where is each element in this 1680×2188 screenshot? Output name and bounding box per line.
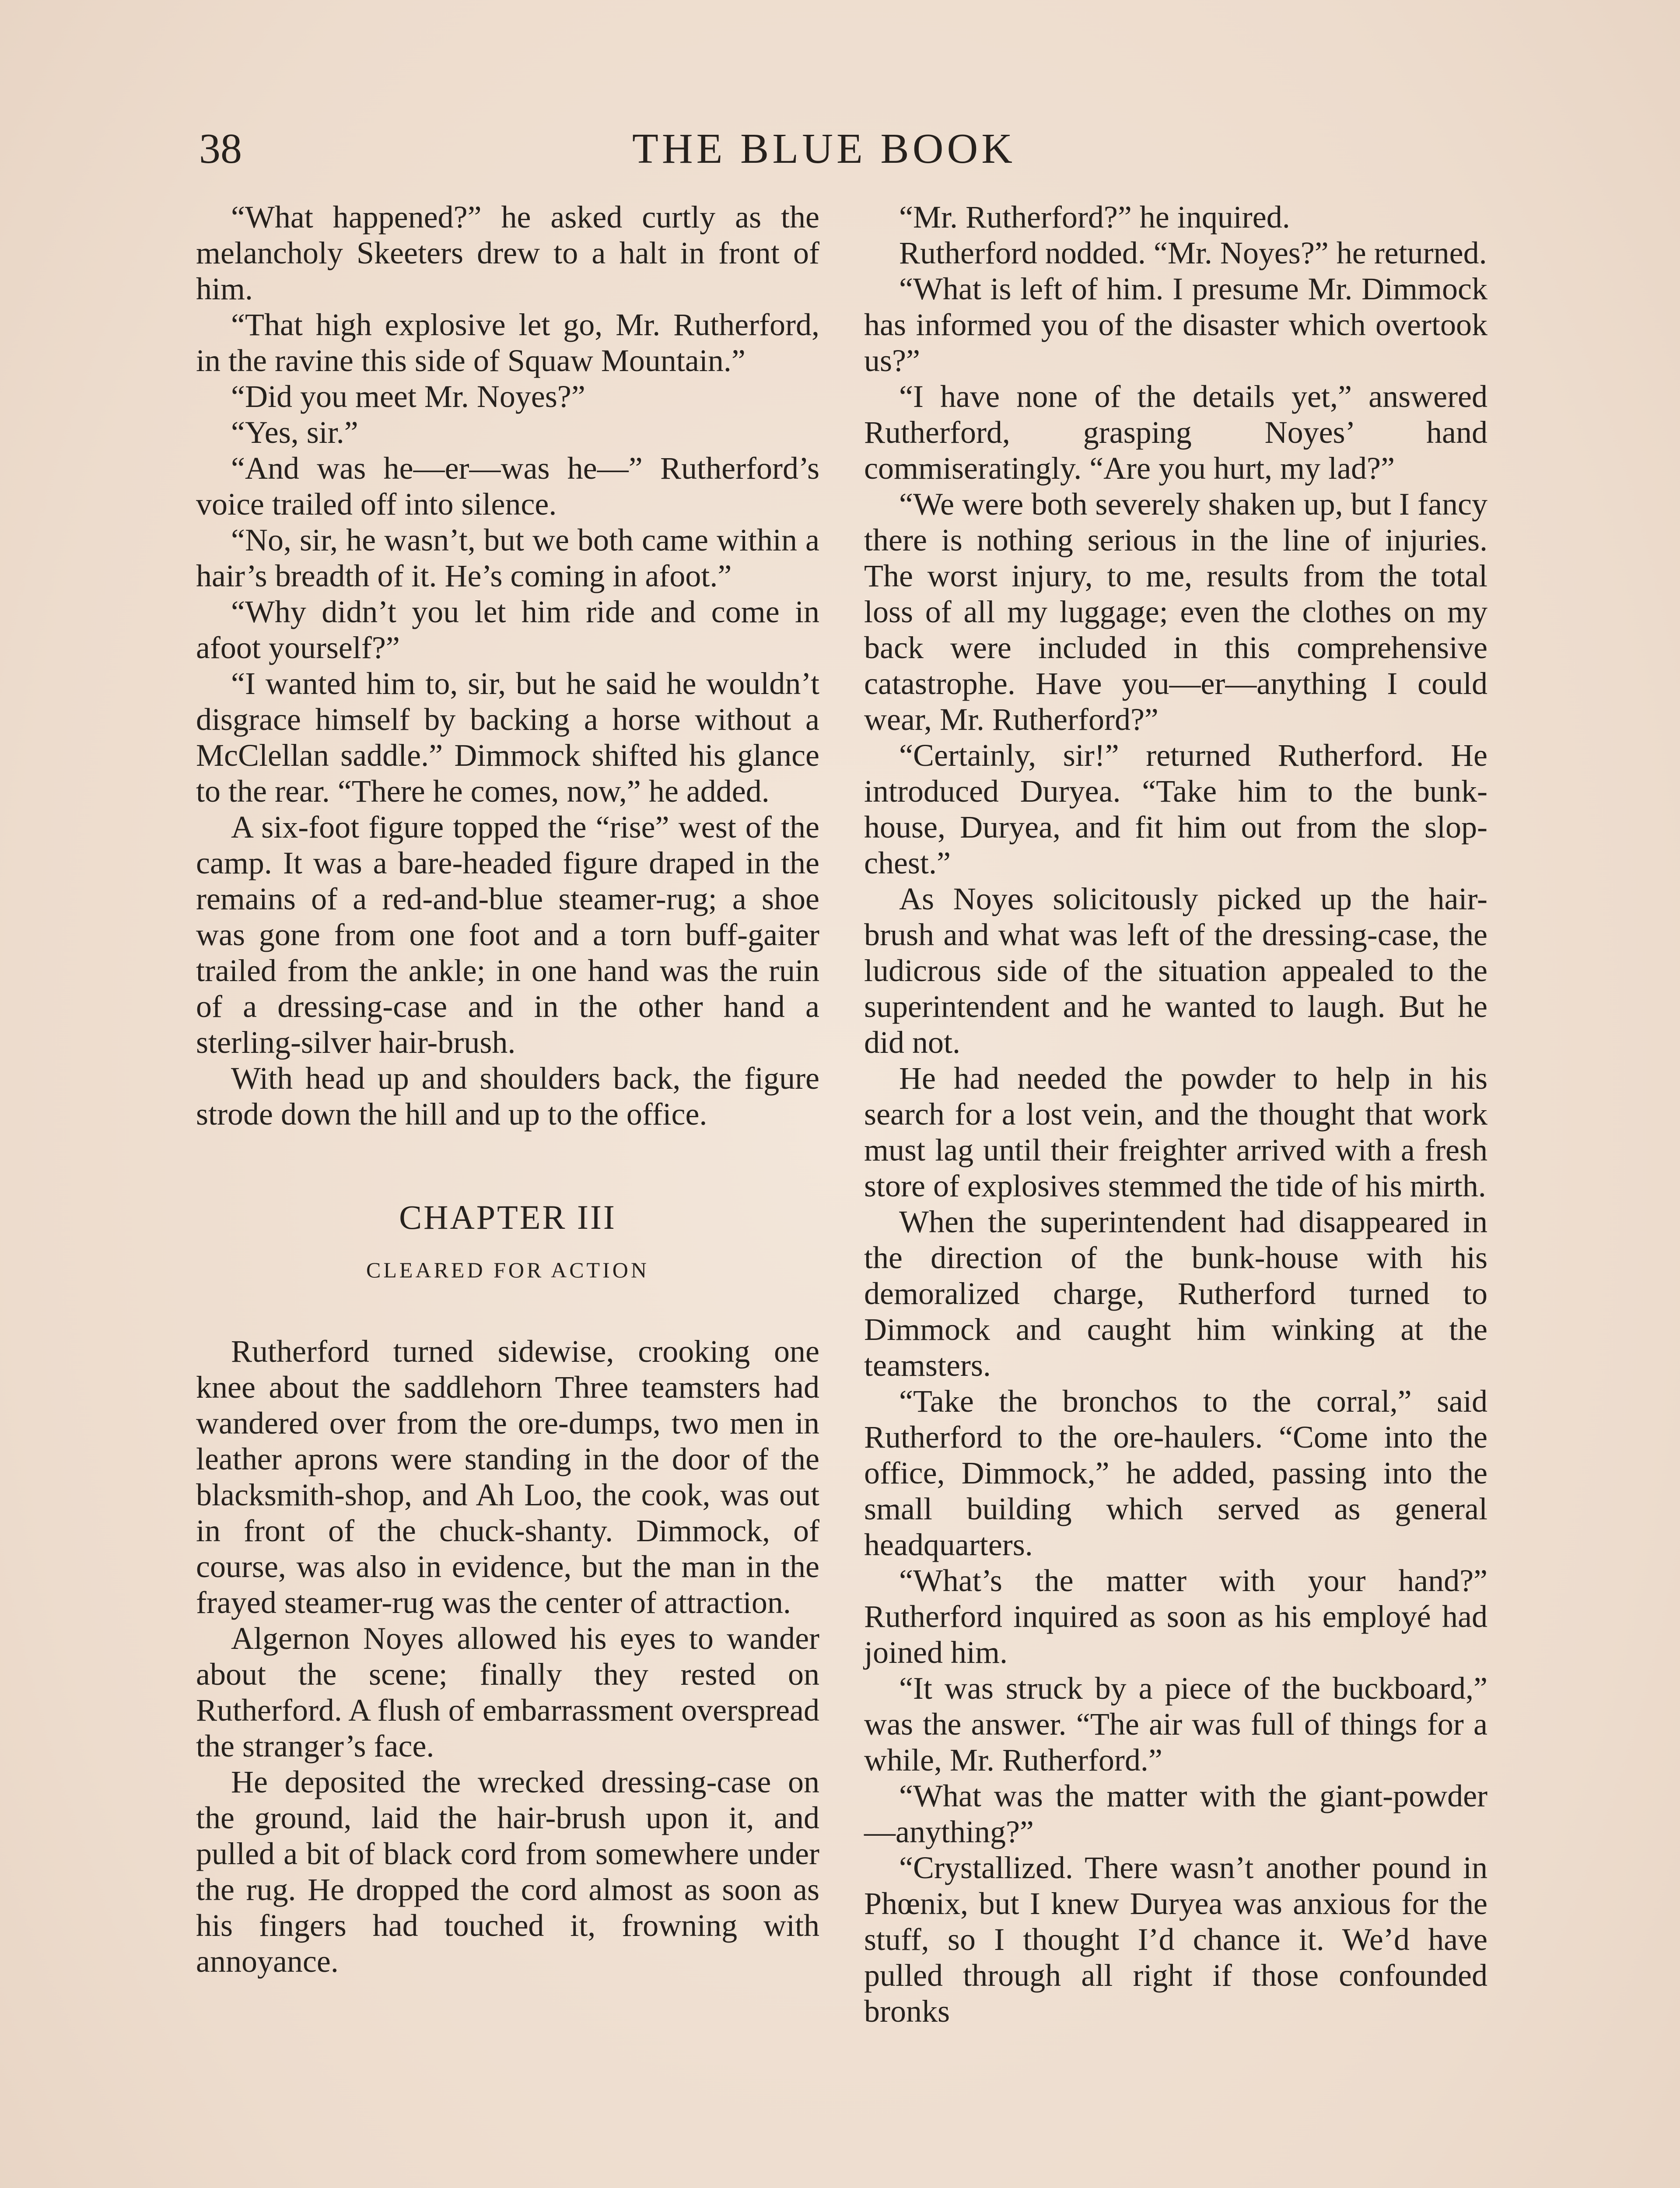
right-column [864, 199, 1488, 2029]
paragraph: Rutherford nodded. “Mr. Noyes?” he returned. [899, 235, 1487, 270]
paragraph: Algernon Noyes allowed his eyes to wander about the scene; finally they rested on Rutherford. A flush of embarrassment overspread the stranger’s face. [196, 1621, 819, 1764]
paragraph: “Mr. Rutherford?” he inquired. [899, 200, 1290, 235]
paragraph: “We were both severely shaken up, but I fancy there is nothing serious in the line of injuries. The worst injury, to me, results from the total loss of all my luggage; even the clothes on my back were included in this comprehensive catastrophe. Have you—er—anything I could wear, Mr. Rutherford?” [864, 487, 1488, 737]
paragraph: “What was the matter with the giant-powder—anything?” [864, 1778, 1488, 1849]
paragraph: “I have none of the details yet,” answered Rutherford, grasping Noyes’ hand commiseratingly. “Are you hurt, my lad?” [864, 379, 1488, 486]
paragraph: Rutherford turned sidewise, crooking one knee about the saddlehorn Three teamsters had wandered over from the ore-dumps, two men in leather aprons were standing in the door of the blacksmith-shop, and Ah Loo, the cook, was out in front of the chuck-shanty. Dimmock, of course, was also in evidence, but the man in the frayed steamer-rug was the center of attraction. [196, 1334, 819, 1620]
paragraph: “What happened?” he asked curtly as the melancholy Skeeters drew to a halt in front of him. [196, 200, 819, 306]
paragraph: He deposited the wrecked dressing-case on the ground, laid the hair-brush upon it, and pulled a bit of black cord from somewhere under the rug. He dropped the cord almost as soon as his fingers had touched it, frowning with annoyance. [196, 1764, 819, 1979]
paragraph: “Did you meet Mr. Noyes?” [231, 379, 585, 414]
left-column [196, 199, 819, 1979]
paragraph: “And was he—er—was he—” Rutherford’s voice trailed off into silence. [196, 451, 819, 522]
paragraph: “No, sir, he wasn’t, but we both came within a hair’s breadth of it. He’s coming in afoot.” [196, 522, 819, 593]
paragraph: “Yes, sir.” [231, 415, 358, 450]
paragraph: “That high explosive let go, Mr. Rutherford, in the ravine this side of Squaw Mountain.” [196, 307, 819, 378]
paragraph: “Why didn’t you let him ride and come in afoot yourself?” [196, 594, 819, 665]
paragraph: When the superintendent had disappeared in the direction of the bunk-house with his demoralized charge, Rutherford turned to Dimmock and caught him winking at the teamsters. [864, 1204, 1488, 1383]
page-number: 38 [199, 125, 242, 172]
running-head [199, 118, 1052, 179]
paragraph: A six-foot figure topped the “rise” west of the camp. It was a bare-headed figure draped in the remains of a red-and-blue steamer-rug; a shoe was gone from one foot and a torn buff-gaiter trailed from the ankle; in one hand was the ruin of a dressing-case and in the other hand a sterling-silver hair-brush. [196, 810, 819, 1060]
paragraph: “Certainly, sir!” returned Rutherford. He introduced Duryea. “Take him to the bunk-house, Duryea, and fit him out from the slop-chest.” [864, 738, 1488, 880]
paragraph: As Noyes solicitously picked up the hair-brush and what was left of the dressing-case, the ludicrous side of the situation appealed to the superintendent and he wanted to laugh. But he did not. [864, 881, 1488, 1060]
paragraph: “Take the bronchos to the corral,” said Rutherford to the ore-haulers. “Come into the office, Dimmock,” he added, passing into the small building which served as general headquarters. [864, 1384, 1488, 1562]
chapter-subtitle: CLEARED FOR ACTION [366, 1258, 649, 1282]
paragraph: He had needed the powder to help in his search for a lost vein, and the thought that work must lag until their freighter arrived with a fresh store of explosives stemmed the tide of his mirth. [864, 1061, 1488, 1203]
chapter-title: CHAPTER III [399, 1198, 616, 1236]
paragraph: “Crystallized. There wasn’t another pound in Phœnix, but I knew Duryea was anxious for the stuff, so I thought I’d chance it. We’d have pulled through all right if those confounded bronks [864, 1850, 1488, 2029]
paragraph: “What is left of him. I presume Mr. Dimmock has informed you of the disaster which overtook us?” [864, 271, 1488, 378]
paragraph: “It was struck by a piece of the buckboard,” was the answer. “The air was full of things for a while, Mr. Rutherford.” [864, 1671, 1488, 1778]
paragraph: “I wanted him to, sir, but he said he wouldn’t disgrace himself by backing a horse without a McClellan saddle.” Dimmock shifted his glance to the rear. “There he comes, now,” he added. [196, 666, 819, 809]
paragraph: “What’s the matter with your hand?” Rutherford inquired as soon as his employé had joined him. [864, 1563, 1488, 1670]
paragraph: With head up and shoulders back, the figure strode down the hill and up to the office. [196, 1061, 819, 1132]
book-title: THE BLUE BOOK [632, 125, 1016, 172]
